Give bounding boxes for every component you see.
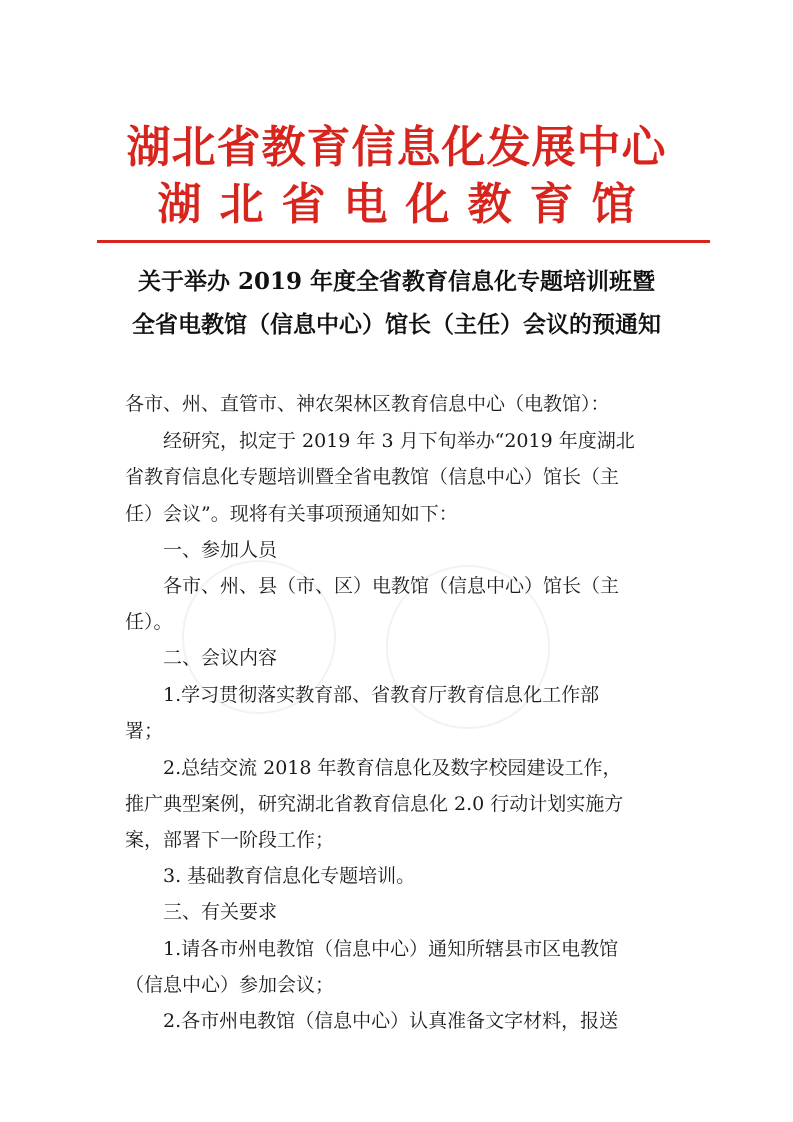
section-heading-content: 二、会议内容 — [125, 647, 278, 669]
letterhead-org-line-1: 湖北省教育信息化发展中心 — [126, 122, 667, 173]
letterhead-org-line-2: 湖北省电化教育馆 — [157, 179, 654, 230]
body-paragraph-line: 任）会议”。现将有关事项预通知如下： — [125, 503, 458, 525]
body-paragraph-line: 各市、州、县（市、区）电教馆（信息中心）馆长（主 — [125, 575, 620, 597]
notice-title-line-2: 全省电教馆（信息中心）馆长（主任）会议的预通知 — [132, 311, 661, 338]
list-item-line: 2.各市州电教馆（信息中心）认真准备文字材料，报送 — [125, 1010, 619, 1032]
list-item-line: 1.请各市州电教馆（信息中心）通知所辖县市区电教馆 — [125, 938, 619, 960]
list-item-line: 案，部署下一阶段工作； — [125, 829, 335, 851]
body-paragraph-line: 省教育信息化专题培训暨全省电教馆（信息中心）馆长（主 — [125, 466, 620, 488]
list-item-line: 署； — [125, 720, 164, 742]
list-item-line: 1.学习贯彻落实教育部、省教育厅教育信息化工作部 — [125, 684, 600, 706]
body-paragraph-line: 任）。 — [125, 611, 173, 633]
letterhead-divider — [97, 240, 710, 243]
list-item-line: 3. 基础教育信息化专题培训。 — [125, 865, 416, 887]
list-item-line: 推广典型案例，研究湖北省教育信息化 2.0 行动计划实施方 — [125, 793, 624, 815]
notice-title-line-1: 关于举办 2019 年度全省教育信息化专题培训班暨 — [137, 268, 656, 295]
section-heading-participants: 一、参加人员 — [125, 539, 278, 561]
section-heading-requirements: 三、有关要求 — [125, 901, 278, 923]
salutation: 各市、州、直管市、神农架林区教育信息中心（电教馆）： — [125, 393, 610, 415]
list-item-line: （信息中心）参加会议； — [125, 974, 335, 996]
body-paragraph-line: 经研究，拟定于 2019 年 3 月下旬举办“2019 年度湖北 — [125, 430, 635, 452]
list-item-line: 2.总结交流 2018 年教育信息化及数字校园建设工作， — [125, 757, 622, 779]
